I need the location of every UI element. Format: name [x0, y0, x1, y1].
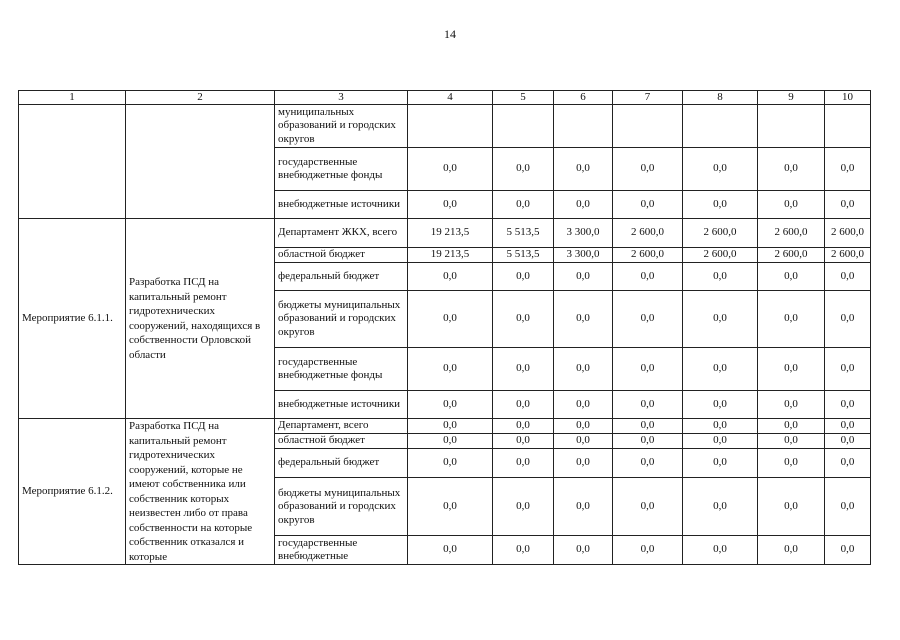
- amount-cell: 0,0: [613, 419, 683, 434]
- column-number: 4: [408, 91, 493, 105]
- amount-cell: 2 600,0: [825, 248, 871, 263]
- amount-cell: [613, 105, 683, 148]
- amount-cell: 0,0: [613, 191, 683, 219]
- amount-cell: 0,0: [613, 148, 683, 191]
- amount-cell: 0,0: [613, 291, 683, 348]
- column-number: 2: [126, 91, 275, 105]
- amount-cell: 0,0: [683, 478, 758, 536]
- amount-cell: 0,0: [554, 291, 613, 348]
- amount-cell: 0,0: [758, 191, 825, 219]
- column-number: 7: [613, 91, 683, 105]
- amount-cell: 0,0: [554, 536, 613, 565]
- amount-cell: 3 300,0: [554, 248, 613, 263]
- amount-cell: 0,0: [408, 419, 493, 434]
- budget-table: [18, 90, 871, 565]
- amount-cell: 0,0: [613, 433, 683, 448]
- amount-cell: 0,0: [493, 536, 554, 565]
- funding-source-cell: государственные внебюджетные фонды: [275, 348, 408, 391]
- amount-cell: 2 600,0: [758, 248, 825, 263]
- amount-cell: 5 513,5: [493, 219, 554, 248]
- amount-cell: 0,0: [613, 536, 683, 565]
- amount-cell: 0,0: [683, 419, 758, 434]
- amount-cell: 0,0: [613, 263, 683, 291]
- description-cell: Разработка ПСД на капитальный ремонт гидротехнических сооружений, которые не имеют собственника или собственник которых неизвестен либо от права собственности на которые собственник отказался и которые: [126, 419, 275, 565]
- amount-cell: 0,0: [683, 263, 758, 291]
- funding-source-cell: федеральный бюджет: [275, 448, 408, 478]
- page-number: 14: [444, 27, 456, 41]
- funding-source-cell: Департамент, всего: [275, 419, 408, 434]
- amount-cell: 0,0: [408, 148, 493, 191]
- amount-cell: 0,0: [493, 148, 554, 191]
- amount-cell: 0,0: [613, 391, 683, 419]
- column-number-row: [19, 91, 871, 105]
- amount-cell: 0,0: [758, 263, 825, 291]
- amount-cell: 2 600,0: [683, 248, 758, 263]
- amount-cell: 0,0: [758, 291, 825, 348]
- amount-cell: 0,0: [758, 148, 825, 191]
- amount-cell: 0,0: [493, 391, 554, 419]
- funding-source-cell: федеральный бюджет: [275, 263, 408, 291]
- amount-cell: 0,0: [683, 191, 758, 219]
- amount-cell: 0,0: [408, 391, 493, 419]
- amount-cell: 0,0: [825, 263, 871, 291]
- amount-cell: 0,0: [554, 263, 613, 291]
- amount-cell: 0,0: [493, 348, 554, 391]
- column-number: 10: [825, 91, 871, 105]
- amount-cell: 3 300,0: [554, 219, 613, 248]
- amount-cell: 0,0: [554, 391, 613, 419]
- amount-cell: 0,0: [683, 148, 758, 191]
- funding-source-cell: областной бюджет: [275, 248, 408, 263]
- amount-cell: 0,0: [493, 191, 554, 219]
- amount-cell: 0,0: [554, 348, 613, 391]
- funding-source-cell: внебюджетные источники: [275, 191, 408, 219]
- amount-cell: 0,0: [758, 448, 825, 478]
- amount-cell: 0,0: [408, 291, 493, 348]
- amount-cell: 0,0: [825, 291, 871, 348]
- funding-source-cell: внебюджетные источники: [275, 391, 408, 419]
- amount-cell: 0,0: [825, 448, 871, 478]
- column-number: 9: [758, 91, 825, 105]
- amount-cell: 0,0: [825, 391, 871, 419]
- amount-cell: 2 600,0: [613, 248, 683, 263]
- amount-cell: 0,0: [683, 536, 758, 565]
- amount-cell: 0,0: [825, 191, 871, 219]
- amount-cell: 0,0: [408, 536, 493, 565]
- amount-cell: 0,0: [758, 419, 825, 434]
- amount-cell: 0,0: [758, 391, 825, 419]
- amount-cell: 0,0: [554, 191, 613, 219]
- amount-cell: 0,0: [825, 536, 871, 565]
- amount-cell: 0,0: [683, 448, 758, 478]
- amount-cell: 0,0: [613, 478, 683, 536]
- amount-cell: 0,0: [758, 348, 825, 391]
- column-number: 1: [19, 91, 126, 105]
- funding-source-cell: бюджеты муниципальных образований и городских округов: [275, 478, 408, 536]
- amount-cell: 0,0: [408, 478, 493, 536]
- amount-cell: 0,0: [758, 536, 825, 565]
- amount-cell: [758, 105, 825, 148]
- description-cell: Разработка ПСД на капитальный ремонт гидротехнических сооружений, находящихся в собственности Орловской области: [126, 219, 275, 419]
- column-number: 8: [683, 91, 758, 105]
- amount-cell: 0,0: [554, 448, 613, 478]
- funding-source-cell: государственные внебюджетные: [275, 536, 408, 565]
- amount-cell: 19 213,5: [408, 219, 493, 248]
- amount-cell: 0,0: [554, 419, 613, 434]
- amount-cell: 0,0: [825, 419, 871, 434]
- measure-cell: Мероприятие 6.1.2.: [19, 419, 126, 565]
- amount-cell: 2 600,0: [683, 219, 758, 248]
- amount-cell: 0,0: [825, 148, 871, 191]
- amount-cell: 0,0: [554, 148, 613, 191]
- measure-cell: [19, 105, 126, 219]
- amount-cell: 0,0: [493, 478, 554, 536]
- amount-cell: 0,0: [408, 433, 493, 448]
- amount-cell: 0,0: [493, 448, 554, 478]
- amount-cell: 0,0: [683, 348, 758, 391]
- amount-cell: 0,0: [493, 291, 554, 348]
- amount-cell: 0,0: [758, 478, 825, 536]
- amount-cell: 0,0: [758, 433, 825, 448]
- amount-cell: [408, 105, 493, 148]
- amount-cell: 0,0: [554, 433, 613, 448]
- table-row: [19, 219, 871, 248]
- funding-source-cell: государственные внебюджетные фонды: [275, 148, 408, 191]
- amount-cell: [683, 105, 758, 148]
- amount-cell: 0,0: [683, 291, 758, 348]
- amount-cell: 2 600,0: [613, 219, 683, 248]
- amount-cell: 0,0: [554, 478, 613, 536]
- amount-cell: 0,0: [408, 448, 493, 478]
- amount-cell: 0,0: [408, 348, 493, 391]
- amount-cell: 0,0: [613, 348, 683, 391]
- measure-cell: Мероприятие 6.1.1.: [19, 219, 126, 419]
- amount-cell: 0,0: [825, 348, 871, 391]
- table-row: [19, 105, 871, 148]
- amount-cell: 0,0: [825, 478, 871, 536]
- amount-cell: [554, 105, 613, 148]
- amount-cell: 0,0: [493, 419, 554, 434]
- funding-source-cell: областной бюджет: [275, 433, 408, 448]
- amount-cell: 0,0: [493, 433, 554, 448]
- amount-cell: 0,0: [683, 391, 758, 419]
- amount-cell: 2 600,0: [825, 219, 871, 248]
- amount-cell: 2 600,0: [758, 219, 825, 248]
- column-number: 5: [493, 91, 554, 105]
- amount-cell: 19 213,5: [408, 248, 493, 263]
- amount-cell: 0,0: [408, 191, 493, 219]
- amount-cell: 0,0: [408, 263, 493, 291]
- amount-cell: 0,0: [493, 263, 554, 291]
- funding-source-cell: муниципальных образований и городских округов: [275, 105, 408, 148]
- amount-cell: [825, 105, 871, 148]
- funding-source-cell: бюджеты муниципальных образований и городских округов: [275, 291, 408, 348]
- funding-source-cell: Департамент ЖКХ, всего: [275, 219, 408, 248]
- amount-cell: 5 513,5: [493, 248, 554, 263]
- column-number: 6: [554, 91, 613, 105]
- amount-cell: 0,0: [683, 433, 758, 448]
- description-cell: [126, 105, 275, 219]
- table-row: [19, 419, 871, 434]
- column-number: 3: [275, 91, 408, 105]
- amount-cell: 0,0: [613, 448, 683, 478]
- amount-cell: [493, 105, 554, 148]
- amount-cell: 0,0: [825, 433, 871, 448]
